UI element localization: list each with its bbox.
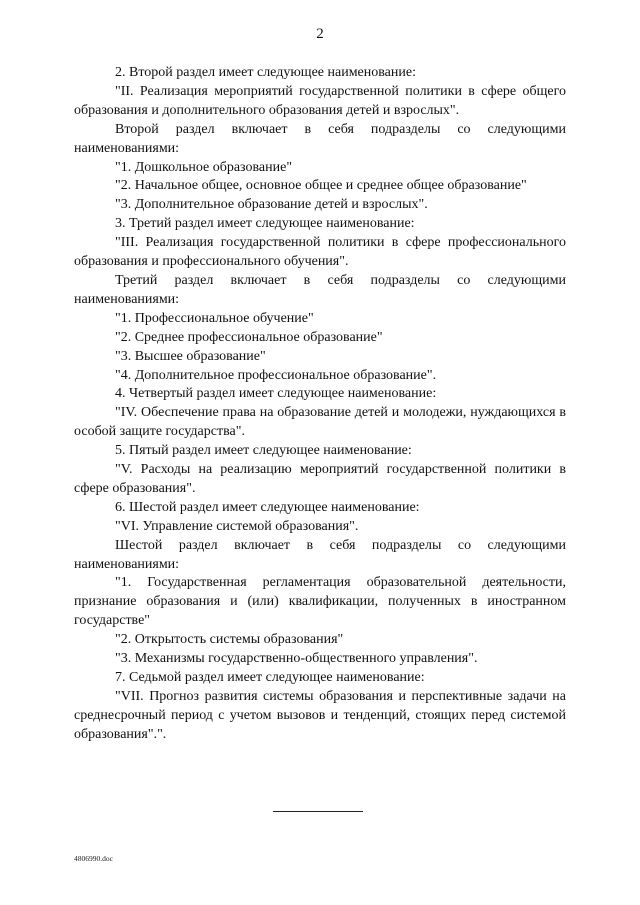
paragraph: 3. Третий раздел имеет следующее наименование: <box>115 216 415 232</box>
paragraph: 7. Седьмой раздел имеет следующее наименование: <box>115 670 425 685</box>
paragraph: "1. Профессиональное обучение" <box>115 310 314 326</box>
paragraph: "4. Дополнительное профессиональное образование". <box>115 367 437 383</box>
paragraph: Шестой раздел включает в себя подразделы со следующими наименованиями: <box>74 537 566 572</box>
paragraph: "III. Реализация государственной политики в сфере профессионального образования и профессионального обучения". <box>74 235 566 270</box>
paragraph: 4. Четвертый раздел имеет следующее наименование: <box>115 386 437 402</box>
page-number: 2 <box>316 26 324 42</box>
paragraph: "II. Реализация мероприятий государственной политики в сфере общего образования и дополнительного образования детей и взрослых". <box>74 83 566 118</box>
paragraph: "3. Высшее образование" <box>115 348 266 364</box>
paragraph: "3. Дополнительное образование детей и взрослых". <box>115 197 428 213</box>
paragraph: "V. Расходы на реализацию мероприятий государственной политики в сфере образования". <box>74 462 566 496</box>
paragraph: 5. Пятый раздел имеет следующее наименование: <box>115 443 412 459</box>
paragraph: "VI. Управление системой образования". <box>115 518 359 534</box>
paragraph: Третий раздел включает в себя подразделы со следующими наименованиями: <box>74 272 566 307</box>
paragraph: "VII. Прогноз развития системы образования и перспективные задачи на среднесрочный период с учетом вызовов и тенденций, стоящих перед системой образования".". <box>74 688 566 742</box>
paragraph: "1. Государственная регламентация образовательной деятельности, признание образования и (или) квалификации, полученных в иностранном государстве" <box>74 575 566 629</box>
paragraph: "1. Дошкольное образование" <box>115 159 293 175</box>
paragraph: "3. Механизмы государственно-общественного управления". <box>115 651 478 667</box>
end-divider <box>273 811 363 812</box>
file-name: 4806990.doc <box>74 854 113 863</box>
paragraph: 6. Шестой раздел имеет следующее наименование: <box>115 499 420 515</box>
paragraph: "2. Начальное общее, основное общее и среднее общее образование" <box>115 178 527 194</box>
paragraph: "2. Среднее профессиональное образование" <box>115 329 383 345</box>
paragraph: Второй раздел включает в себя подразделы со следующими наименованиями: <box>74 121 566 156</box>
paragraph: 2. Второй раздел имеет следующее наименование: <box>115 65 416 80</box>
document-body <box>74 64 566 745</box>
paragraph: "2. Открытость системы образования" <box>115 632 344 648</box>
paragraph: "IV. Обеспечение права на образование детей и молодежи, нуждающихся в особой защите государства". <box>74 405 566 440</box>
